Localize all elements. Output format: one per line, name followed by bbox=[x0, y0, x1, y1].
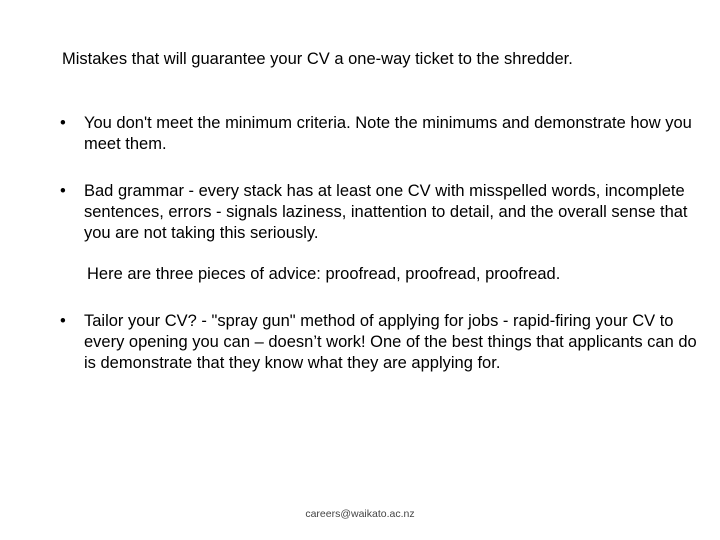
bullet-item-bad-grammar bbox=[60, 181, 700, 244]
bullet-text bbox=[84, 311, 700, 374]
bullet-body: - every stack has at least one CV with misspelled words, incomplete sentences, errors - signals laziness, inattention to detail, and the overall sense that you are not taking this seriously. bbox=[84, 182, 688, 242]
bullet-body: - "spray gun" method of applying for jobs - rapid-firing your CV to every opening you can – doesn’t work! One of the best things that applicants can do is demonstrate that they know what they are applying for. bbox=[84, 312, 697, 372]
advice-line bbox=[87, 264, 707, 285]
advice-word: proofread bbox=[485, 265, 556, 283]
advice-word: proofread bbox=[405, 265, 476, 283]
advice-prefix: Here are three pieces of advice: bbox=[87, 265, 326, 283]
advice-suffix: . bbox=[555, 265, 561, 283]
bullet-body: . Note the minimums and demonstrate how you meet them. bbox=[84, 114, 692, 153]
bullet-icon: • bbox=[60, 114, 66, 132]
slide-title: Mistakes that will guarantee your CV a one-way ticket to the shredder. bbox=[62, 50, 573, 68]
bullet-lead: Tailor your CV? bbox=[84, 312, 197, 330]
bullet-item-minimum-criteria bbox=[60, 113, 700, 155]
bullet-lead: You don't meet the minimum criteria bbox=[84, 114, 347, 132]
bullet-text bbox=[84, 181, 700, 244]
bullet-icon: • bbox=[60, 312, 66, 330]
advice-separator: , bbox=[396, 265, 406, 283]
bullet-lead: Bad grammar bbox=[84, 182, 184, 200]
bullet-item-tailor-cv bbox=[60, 311, 700, 374]
advice-separator: , bbox=[475, 265, 486, 283]
advice-word: proofread bbox=[325, 265, 397, 283]
footer-email: careers@waikato.ac.nz bbox=[305, 508, 415, 520]
bullet-text bbox=[84, 113, 700, 155]
bullet-icon: • bbox=[60, 182, 66, 200]
